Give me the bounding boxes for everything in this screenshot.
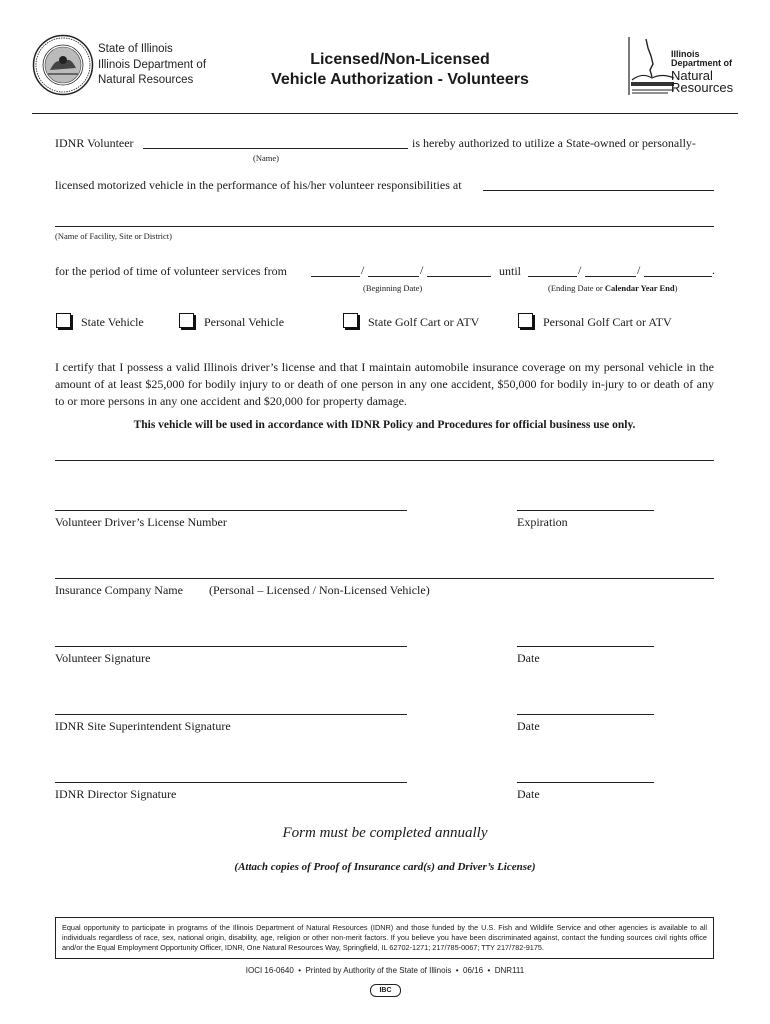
union-bug-label: IBC <box>379 987 392 994</box>
state-line-2: Illinois Department of <box>98 58 207 71</box>
facility-inline-field[interactable] <box>483 190 714 191</box>
facility-name-field[interactable] <box>55 226 714 227</box>
expiration-label: Expiration <box>517 515 568 529</box>
attach-notice: (Attach copies of Proof of Insurance card(s) and Driver’s License) <box>234 861 536 873</box>
director-signature-field[interactable] <box>55 782 407 783</box>
equal-opportunity-box <box>55 917 714 959</box>
license-number-label: Volunteer Driver’s License Number <box>55 515 227 529</box>
logo-line-1: Illinois <box>671 49 700 59</box>
state-seal <box>32 34 94 96</box>
superintendent-signature-label: IDNR Site Superintendent Signature <box>55 719 231 733</box>
insurance-company-field[interactable] <box>55 578 714 579</box>
state-line-1: State of Illinois <box>98 43 173 55</box>
certification-text: I certify that I possess a valid Illinois driver’s license and that I maintain automobile insurance coverage on my personal vehicle in the amount of at least $25,000 for bodily injury to or death of one person in any one accident, $50,000 for bodily in-jury to or death of any to or more persons in any one accident and $20,000 for property damage. <box>55 360 714 408</box>
beginning-date-caption: (Beginning Date) <box>363 283 423 293</box>
form-title-line-1: Licensed/Non-Licensed <box>310 51 490 68</box>
policy-statement: This vehicle will be used in accordance with IDNR Policy and Procedures for official business use only. <box>133 419 636 431</box>
license-number-field[interactable] <box>55 510 407 511</box>
state-line-3: Natural Resources <box>98 74 194 86</box>
annual-notice: Form must be completed annually <box>282 825 488 841</box>
personal-golf-cart-checkbox[interactable] <box>518 313 533 328</box>
period-text: for the period of time of volunteer services from <box>55 264 287 278</box>
superintendent-signature-field[interactable] <box>55 714 407 715</box>
insurance-note: (Personal – Licensed / Non-Licensed Vehicle) <box>209 583 430 597</box>
logo-line-2: Department of <box>671 58 733 68</box>
logo-line-4: Resources <box>671 80 734 95</box>
authorized-text: is hereby authorized to utilize a State-owned or personally- <box>412 136 696 150</box>
superintendent-date-field[interactable] <box>517 714 654 715</box>
idnr-logo <box>628 36 740 98</box>
personal-golf-cart-label: Personal Golf Cart or ATV <box>543 315 672 329</box>
facility-caption: (Name of Facility, Site or District) <box>55 231 173 241</box>
state-vehicle-checkbox[interactable] <box>56 313 71 328</box>
print-line: IOCI 16-0640 • Printed by Authority of the State of Illinois • 06/16 • DNR111 <box>245 966 525 975</box>
equal-opportunity-text: Equal opportunity to participate in programs of the Illinois Department of Natural Resources (IDNR) and those funded by the U.S. Fish and Wildlife Service and other agencies is available to all individuals regardless of race, sex, national origin, disability, age, religion or other non-merit factors. If you believe you have been discriminated against, contact the funding sources civil rights office and/or the Equal Employment Opportunity Officer, IDNR, One Natural Resources Way, Springfield, IL 62702-1271; 217/785-0067; TTY 217/782-9175. <box>62 923 707 952</box>
director-date-label: Date <box>517 787 540 801</box>
idnr-logo-graphic <box>628 36 676 98</box>
until-text: until <box>499 264 522 278</box>
section-divider <box>55 460 714 461</box>
union-bug <box>370 984 401 997</box>
logo-line-3: Natural <box>671 68 713 83</box>
personal-vehicle-label: Personal Vehicle <box>204 315 285 329</box>
superintendent-date-label: Date <box>517 719 540 733</box>
insurance-company-label: Insurance Company Name <box>55 583 183 597</box>
form-title-line-2: Vehicle Authorization - Volunteers <box>271 71 529 88</box>
volunteer-signature-field[interactable] <box>55 646 407 647</box>
licensed-text: licensed motorized vehicle in the performance of his/her volunteer responsibilities at <box>55 178 462 192</box>
state-vehicle-label: State Vehicle <box>81 315 144 329</box>
director-signature-label: IDNR Director Signature <box>55 787 177 801</box>
ending-date-field[interactable]: / / . <box>528 264 718 278</box>
director-date-field[interactable] <box>517 782 654 783</box>
volunteer-signature-label: Volunteer Signature <box>55 651 151 665</box>
volunteer-name-field[interactable] <box>143 148 408 149</box>
form-title <box>240 50 560 90</box>
state-golf-cart-checkbox[interactable] <box>343 313 358 328</box>
ending-date-caption: (Ending Date or Calendar Year End) <box>548 283 678 293</box>
header-divider <box>32 113 738 114</box>
state-name-block <box>98 42 206 89</box>
beginning-date-field[interactable]: / / <box>311 264 493 278</box>
state-golf-cart-label: State Golf Cart or ATV <box>368 315 480 329</box>
volunteer-date-field[interactable] <box>517 646 654 647</box>
volunteer-date-label: Date <box>517 651 540 665</box>
expiration-field[interactable] <box>517 510 654 511</box>
volunteer-label: IDNR Volunteer <box>55 136 134 150</box>
personal-vehicle-checkbox[interactable] <box>179 313 194 328</box>
name-caption: (Name) <box>253 153 279 163</box>
